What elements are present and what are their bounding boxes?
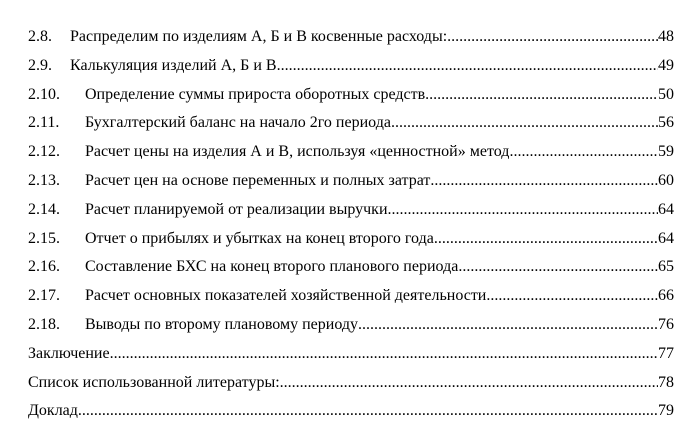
toc-entry-title: Отчет о прибылях и убытках на конец второго года	[85, 229, 434, 247]
toc-entry-page: 49	[658, 56, 674, 74]
toc-entry-2-12[interactable]	[28, 138, 674, 167]
toc-dot-leader	[391, 109, 658, 138]
toc-dot-leader	[277, 52, 658, 81]
toc-entry-page: 50	[658, 85, 674, 103]
toc-entry-conclusion[interactable]	[28, 340, 674, 369]
toc-entry-page: 48	[658, 28, 674, 45]
toc-entry-number: 2.13.	[28, 171, 60, 189]
toc-entry-2-16[interactable]	[28, 253, 674, 282]
toc-dot-leader	[78, 397, 658, 426]
toc-entry-number: 2.16.	[28, 258, 60, 276]
toc-entry-page: 78	[658, 373, 674, 391]
toc-entry-number: 2.12.	[28, 143, 60, 161]
toc-dot-leader	[388, 196, 658, 225]
toc-entry-2-17[interactable]	[28, 282, 674, 311]
toc-entry-number: 2.14.	[28, 200, 60, 218]
toc-entry-number: 2.8.	[28, 28, 52, 45]
toc-entry-2-14[interactable]	[28, 196, 674, 225]
toc-entry-page: 77	[658, 344, 674, 362]
toc-entry-number: 2.18.	[28, 315, 60, 333]
toc-dot-leader	[280, 369, 658, 398]
toc-entry-title: Расчет планируемой от реализации выручки	[85, 200, 388, 218]
toc-entry-2-8[interactable]	[28, 23, 674, 52]
toc-entry-references[interactable]	[28, 369, 674, 398]
toc-entry-page: 64	[658, 200, 674, 218]
toc-entry-page: 59	[658, 143, 674, 161]
toc-dot-leader	[110, 340, 658, 369]
toc-entry-2-11[interactable]	[28, 109, 674, 138]
toc-entry-report[interactable]	[28, 397, 674, 426]
toc-dot-leader	[425, 81, 658, 110]
toc-entry-2-13[interactable]	[28, 167, 674, 196]
toc-dot-leader	[447, 23, 658, 52]
toc-dot-leader	[358, 311, 658, 340]
toc-entry-page: 79	[658, 402, 674, 420]
toc-entry-number: 2.15.	[28, 229, 60, 247]
toc-entry-page: 60	[658, 171, 674, 189]
toc-entry-title: Расчет основных показателей хозяйственной деятельности	[85, 287, 487, 305]
toc-entry-number: 2.11.	[28, 114, 60, 132]
toc-entry-page: 65	[658, 258, 674, 276]
toc-entry-page: 64	[658, 229, 674, 247]
toc-dot-leader	[458, 253, 658, 282]
toc-entry-2-9[interactable]	[28, 52, 674, 81]
toc-entry-page: 76	[658, 315, 674, 333]
toc-entry-title: Доклад	[28, 402, 78, 420]
toc-dot-leader	[430, 167, 658, 196]
toc-entry-title: Определение суммы прироста оборотных средств	[85, 85, 426, 103]
toc-entry-title: Калькуляция изделий А, Б и В	[70, 56, 277, 74]
toc-entry-title: Выводы по второму плановому периоду	[85, 315, 358, 333]
toc-entry-title: Расчет цен на основе переменных и полных затрат	[85, 171, 431, 189]
toc-entry-number: 2.10.	[28, 85, 60, 103]
toc-entry-title: Распределим по изделиям А, Б и В косвенные расходы:	[70, 28, 448, 45]
toc-dot-leader	[434, 225, 658, 254]
toc-entry-number: 2.9.	[28, 56, 52, 74]
toc-entry-2-10[interactable]	[28, 81, 674, 110]
toc-dot-leader	[486, 282, 658, 311]
toc-entry-title: Заключение	[28, 344, 110, 362]
toc-entry-title: Бухгалтерский баланс на начало 2го периода	[85, 114, 391, 132]
toc-entry-2-18[interactable]	[28, 311, 674, 340]
table-of-contents	[28, 23, 674, 426]
toc-entry-page: 56	[658, 114, 674, 132]
toc-entry-title: Расчет цены на изделия А и В, используя «ценностной» метод	[85, 143, 510, 161]
toc-entry-2-15[interactable]	[28, 225, 674, 254]
toc-entry-number: 2.17.	[28, 287, 60, 305]
toc-entry-title: Список использованной литературы:	[28, 373, 280, 391]
toc-dot-leader	[509, 138, 658, 167]
toc-entry-title: Составление БХС на конец второго планового периода	[85, 258, 459, 276]
toc-entry-page: 66	[658, 287, 674, 305]
